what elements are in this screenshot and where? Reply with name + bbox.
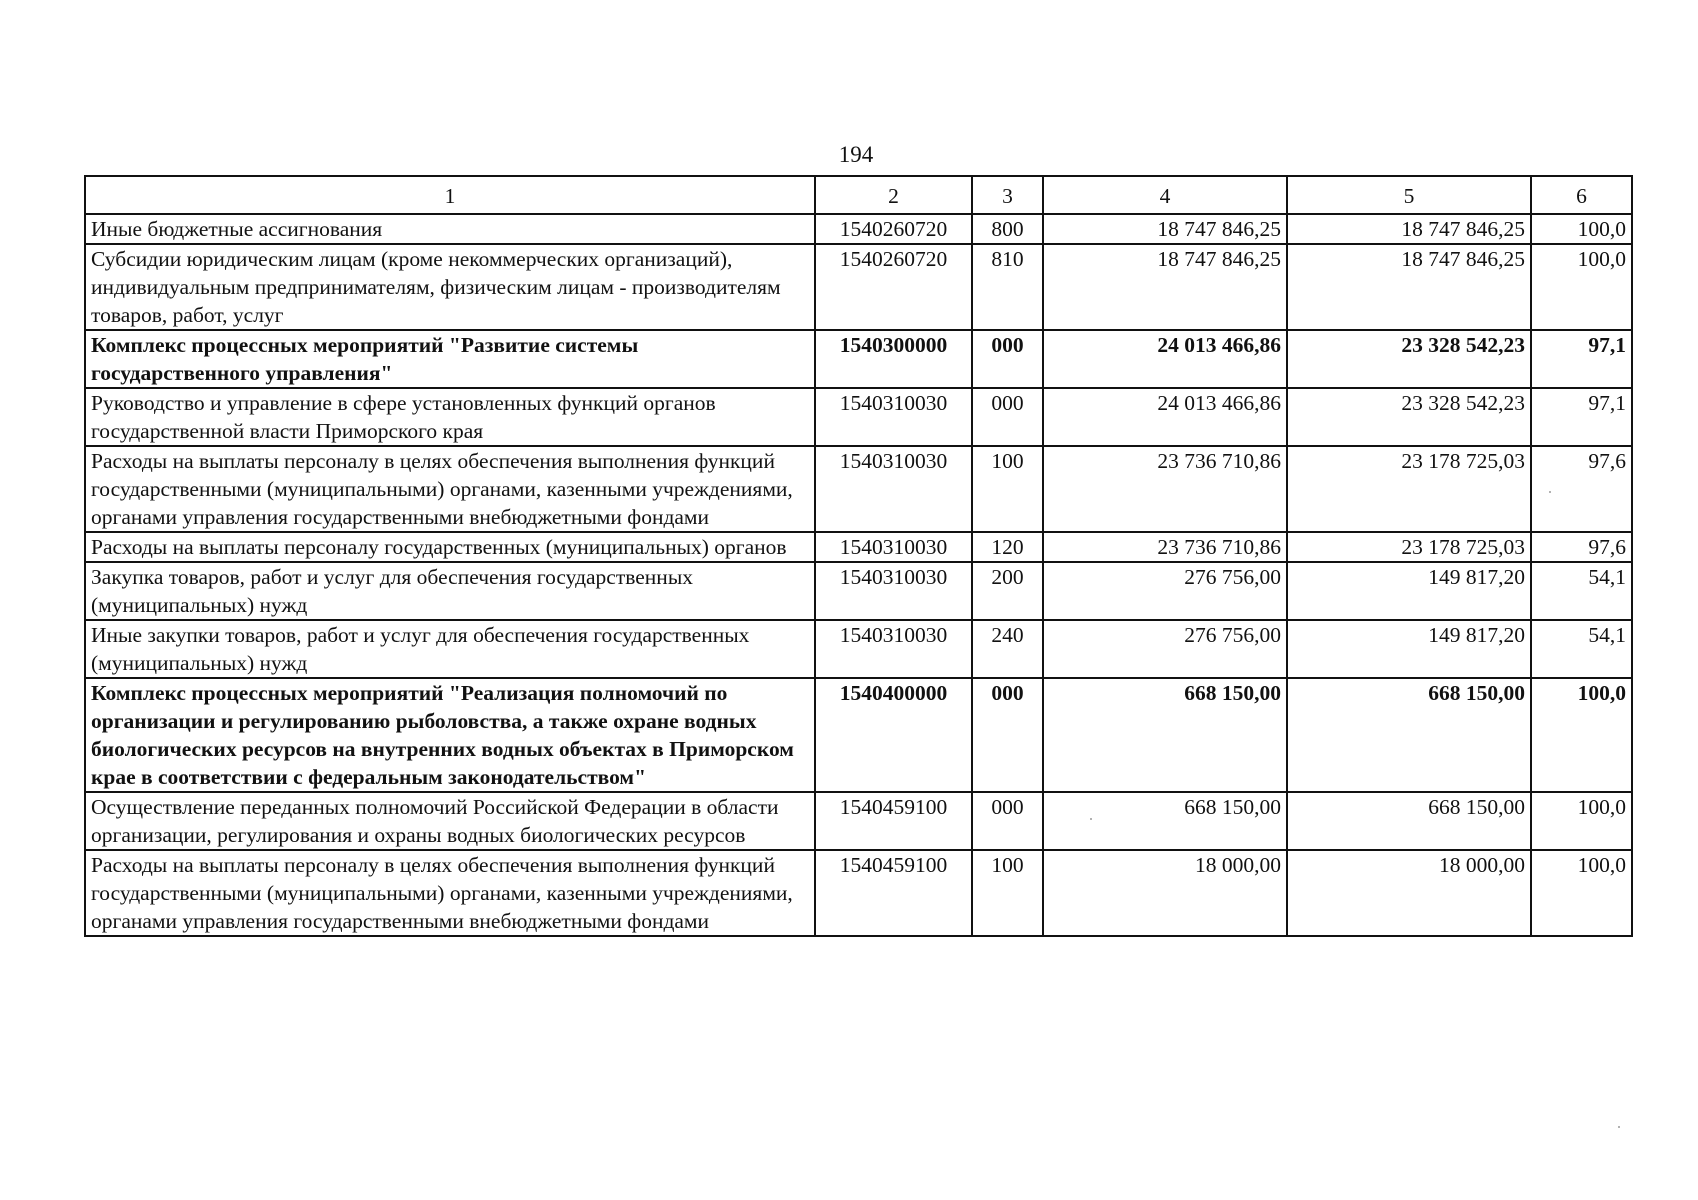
- row-code: 1540260720: [815, 244, 972, 330]
- row-code: 1540400000: [815, 678, 972, 792]
- row-code: 1540310030: [815, 388, 972, 446]
- row-fact: 149 817,20: [1287, 620, 1531, 678]
- row-code: 1540300000: [815, 330, 972, 388]
- table-row: [85, 850, 1632, 936]
- row-percent: 97,1: [1531, 388, 1632, 446]
- column-header-fact: 5: [1287, 176, 1531, 214]
- page-number: 194: [838, 142, 874, 167]
- table-row: [85, 388, 1632, 446]
- row-code: 1540310030: [815, 562, 972, 620]
- row-name: Закупка товаров, работ и услуг для обеспечения государственных (муниципальных) нужд: [85, 562, 815, 620]
- row-type: 240: [972, 620, 1043, 678]
- column-header-type: 3: [972, 176, 1043, 214]
- row-code: 1540310030: [815, 532, 972, 562]
- column-header-percent: 6: [1531, 176, 1632, 214]
- row-type: 000: [972, 792, 1043, 850]
- row-type: 100: [972, 850, 1043, 936]
- row-name: Иные закупки товаров, работ и услуг для обеспечения государственных (муниципальных) нужд: [85, 620, 815, 678]
- row-plan: 23 736 710,86: [1043, 446, 1287, 532]
- row-percent: 54,1: [1531, 620, 1632, 678]
- row-type: 810: [972, 244, 1043, 330]
- table-row: [85, 562, 1632, 620]
- row-code: 1540459100: [815, 792, 972, 850]
- table-row-section: [85, 330, 1632, 388]
- scan-speck: [1549, 491, 1551, 493]
- row-fact: 18 747 846,25: [1287, 214, 1531, 244]
- row-plan: 18 000,00: [1043, 850, 1287, 936]
- row-plan: 668 150,00: [1043, 792, 1287, 850]
- row-percent: 100,0: [1531, 214, 1632, 244]
- row-percent: 100,0: [1531, 850, 1632, 936]
- column-header-plan: 4: [1043, 176, 1287, 214]
- scan-speck: [1090, 818, 1092, 820]
- row-plan: 276 756,00: [1043, 620, 1287, 678]
- row-code: 1540310030: [815, 446, 972, 532]
- row-plan: 276 756,00: [1043, 562, 1287, 620]
- table-row: [85, 620, 1632, 678]
- row-code: 1540260720: [815, 214, 972, 244]
- row-plan: 18 747 846,25: [1043, 244, 1287, 330]
- row-name: Комплекс процессных мероприятий "Реализация полномочий по организации и регулированию рыболовства, а также охране водных биологических ресурсов на внутренних водных объектах в Приморском крае в соответствии с федеральным законодательством": [85, 678, 815, 792]
- row-name: Иные бюджетные ассигнования: [85, 214, 815, 244]
- table-row: [85, 792, 1632, 850]
- table-row: [85, 244, 1632, 330]
- table-row: [85, 446, 1632, 532]
- column-header-name: 1: [85, 176, 815, 214]
- row-plan: 24 013 466,86: [1043, 388, 1287, 446]
- table-row: [85, 214, 1632, 244]
- row-name: Осуществление переданных полномочий Российской Федерации в области организации, регулирования и охраны водных биологических ресурсов: [85, 792, 815, 850]
- row-type: 120: [972, 532, 1043, 562]
- row-fact: 23 328 542,23: [1287, 330, 1531, 388]
- row-plan: 24 013 466,86: [1043, 330, 1287, 388]
- table-header-row: [85, 176, 1632, 214]
- row-name: Руководство и управление в сфере установленных функций органов государственной власти Приморского края: [85, 388, 815, 446]
- row-code: 1540459100: [815, 850, 972, 936]
- row-fact: 23 178 725,03: [1287, 532, 1531, 562]
- table-row: [85, 532, 1632, 562]
- row-name: Расходы на выплаты персоналу в целях обеспечения выполнения функций государственными (муниципальными) органами, казенными учреждениями, органами управления государственными внебюджетными фондами: [85, 850, 815, 936]
- table-row-section: [85, 678, 1632, 792]
- row-plan: 668 150,00: [1043, 678, 1287, 792]
- row-name: Расходы на выплаты персоналу государственных (муниципальных) органов: [85, 532, 815, 562]
- column-header-code: 2: [815, 176, 972, 214]
- row-type: 200: [972, 562, 1043, 620]
- row-fact: 668 150,00: [1287, 678, 1531, 792]
- row-type: 000: [972, 330, 1043, 388]
- row-name: Комплекс процессных мероприятий "Развитие системы государственного управления": [85, 330, 815, 388]
- row-fact: 23 178 725,03: [1287, 446, 1531, 532]
- row-percent: 54,1: [1531, 562, 1632, 620]
- row-plan: 23 736 710,86: [1043, 532, 1287, 562]
- row-type: 800: [972, 214, 1043, 244]
- row-percent: 97,6: [1531, 446, 1632, 532]
- row-percent: 97,6: [1531, 532, 1632, 562]
- row-type: 000: [972, 678, 1043, 792]
- row-name: Расходы на выплаты персоналу в целях обеспечения выполнения функций государственными (муниципальными) органами, казенными учреждениями, органами управления государственными внебюджетными фондами: [85, 446, 815, 532]
- row-fact: 668 150,00: [1287, 792, 1531, 850]
- row-type: 000: [972, 388, 1043, 446]
- budget-execution-table: [84, 175, 1633, 937]
- row-fact: 23 328 542,23: [1287, 388, 1531, 446]
- scan-speck: [1618, 1126, 1620, 1128]
- row-percent: 100,0: [1531, 244, 1632, 330]
- row-percent: 97,1: [1531, 330, 1632, 388]
- row-type: 100: [972, 446, 1043, 532]
- row-fact: 18 000,00: [1287, 850, 1531, 936]
- row-fact: 149 817,20: [1287, 562, 1531, 620]
- row-name: Субсидии юридическим лицам (кроме некоммерческих организаций), индивидуальным предпринимателям, физическим лицам - производителям товаров, работ, услуг: [85, 244, 815, 330]
- row-plan: 18 747 846,25: [1043, 214, 1287, 244]
- row-percent: 100,0: [1531, 678, 1632, 792]
- row-fact: 18 747 846,25: [1287, 244, 1531, 330]
- row-percent: 100,0: [1531, 792, 1632, 850]
- row-code: 1540310030: [815, 620, 972, 678]
